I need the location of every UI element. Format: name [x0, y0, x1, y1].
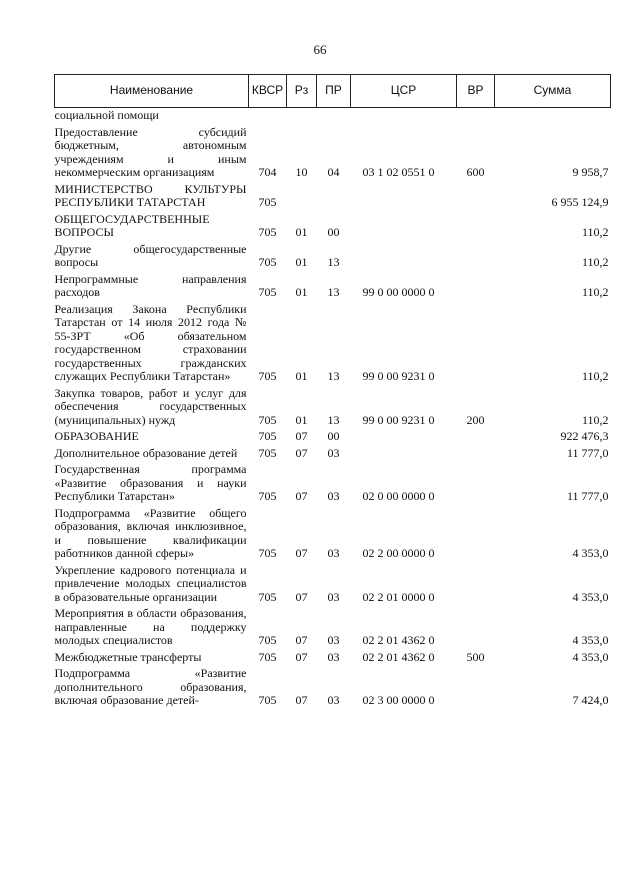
table-row: [55, 664, 611, 708]
cell-sum: 9 958,7: [572, 165, 609, 179]
cell-vr: 600: [466, 165, 485, 179]
cell-pr: 13: [327, 369, 340, 383]
cell-rz: 01: [295, 369, 308, 383]
header-vr: ВР: [457, 75, 495, 108]
cell-csr: 99 0 00 0000 0: [362, 285, 435, 299]
cell-csr: 02 2 01 4362 0: [362, 633, 435, 647]
cell-vr: [457, 664, 495, 708]
cell-vr: 500: [466, 649, 485, 664]
cell-kvsr: 705: [258, 589, 277, 604]
cell-name: Мероприятия в области образования, направленные на поддержку молодых специалистов: [54, 606, 247, 647]
cell-kvsr: 705: [258, 412, 277, 427]
cell-name: Подпрограмма «Развитие дополнительного образования, включая образование детей-: [54, 666, 247, 707]
table-body: [55, 108, 611, 708]
cell-pr: [317, 108, 351, 123]
cell-rz: 07: [295, 489, 308, 503]
cell-name: Подпрограмма «Развитие общего образования, включая инклюзивное, и повышение квалификации работников данной сферы»: [54, 505, 247, 560]
table-row: [55, 648, 611, 665]
cell-csr: [351, 108, 457, 123]
table-row: [55, 108, 611, 123]
cell-sum: 4 353,0: [572, 649, 609, 664]
cell-kvsr: 705: [258, 633, 277, 647]
header-sum: Сумма: [495, 75, 611, 108]
cell-vr: [457, 240, 495, 270]
cell-pr: 00: [327, 225, 340, 239]
cell-vr: [457, 504, 495, 561]
cell-sum: 110,2: [581, 255, 609, 269]
cell-pr: [317, 180, 351, 210]
cell-pr: 13: [327, 285, 340, 299]
cell-csr: [351, 180, 457, 210]
cell-vr: [457, 460, 495, 504]
cell-pr: 03: [327, 489, 340, 503]
cell-kvsr: 705: [258, 285, 277, 299]
table-row: [55, 300, 611, 384]
table-row: [55, 270, 611, 300]
header-rz: Рз: [287, 75, 317, 108]
cell-name: Закупка товаров, работ и услуг для обеспечения государственных (муниципальных) нужд: [54, 385, 247, 427]
cell-vr: [457, 300, 495, 384]
cell-rz: 07: [295, 589, 308, 604]
cell-vr: [457, 270, 495, 300]
cell-csr: 02 3 00 0000 0: [362, 693, 435, 707]
budget-table: [54, 74, 611, 708]
cell-name: Дополнительное образование детей: [54, 445, 238, 460]
cell-vr: [457, 604, 495, 648]
cell-name: Государственная программа «Развитие образования и науки Республики Татарстан»: [54, 462, 247, 503]
cell-pr: 13: [327, 412, 340, 427]
cell-name: ОБРАЗОВАНИЕ: [54, 429, 139, 443]
cell-csr: 02 2 01 4362 0: [362, 649, 435, 664]
cell-pr: 13: [327, 255, 340, 269]
cell-name: Другие общегосударственные вопросы: [54, 241, 247, 269]
cell-kvsr: 705: [258, 546, 277, 560]
cell-sum: 110,2: [581, 225, 609, 239]
table-row: [55, 460, 611, 504]
cell-sum: 110,2: [581, 285, 609, 299]
cell-csr: 99 0 00 9231 0: [362, 412, 435, 427]
cell-name: Укрепление кадрового потенциала и привлечение молодых специалистов в образовательные организации: [54, 562, 247, 604]
cell-pr: 03: [327, 546, 340, 560]
table-row: [55, 504, 611, 561]
cell-kvsr: 705: [258, 255, 277, 269]
cell-sum: 11 777,0: [566, 445, 609, 460]
cell-rz: 01: [295, 285, 308, 299]
cell-pr: 03: [327, 633, 340, 647]
cell-csr: 02 2 00 0000 0: [362, 546, 435, 560]
cell-vr: [457, 427, 495, 444]
cell-name: Реализация Закона Республики Татарстан от 14 июля 2012 года № 55-ЗРТ «Об обязательном государственном страховании государственных гражданских служащих Республики Татарстан»: [54, 301, 247, 383]
cell-vr: [457, 180, 495, 210]
cell-vr: 200: [466, 412, 485, 427]
cell-csr: 03 1 02 0551 0: [362, 165, 435, 179]
cell-rz: 07: [295, 445, 308, 460]
cell-rz: 07: [295, 633, 308, 647]
cell-csr: 99 0 00 9231 0: [362, 369, 435, 383]
cell-vr: [457, 108, 495, 123]
cell-rz: 07: [295, 546, 308, 560]
cell-pr: 03: [327, 693, 340, 707]
table-row: [55, 561, 611, 605]
table-header: [55, 75, 611, 108]
cell-csr: 02 0 00 0000 0: [362, 489, 435, 503]
cell-pr: 03: [327, 445, 340, 460]
cell-name: Предоставление субсидий бюджетным, автономным учреждениям и иным некоммерческим организациям: [54, 124, 247, 179]
cell-csr: 02 2 01 0000 0: [362, 589, 435, 604]
cell-sum: 7 424,0: [572, 693, 609, 707]
cell-csr: [351, 444, 457, 461]
cell-sum: 4 353,0: [572, 633, 609, 647]
cell-pr: 03: [327, 589, 340, 604]
cell-rz: 01: [295, 255, 308, 269]
cell-sum: 4 353,0: [572, 546, 609, 560]
cell-csr: [351, 427, 457, 444]
cell-kvsr: [249, 108, 287, 123]
table-row: [55, 210, 611, 240]
table-row: [55, 384, 611, 428]
table-row: [55, 604, 611, 648]
cell-rz: 01: [295, 412, 308, 427]
cell-kvsr: 704: [258, 165, 277, 179]
cell-sum: 6 955 124,9: [551, 195, 609, 209]
cell-vr: [457, 210, 495, 240]
cell-sum: 11 777,0: [566, 489, 609, 503]
cell-kvsr: 705: [258, 225, 277, 239]
cell-pr: 03: [327, 649, 340, 664]
cell-rz: 07: [295, 693, 308, 707]
cell-rz: 07: [295, 649, 308, 664]
header-kvsr: КВСР: [249, 75, 287, 108]
cell-name: Непрограммные направления расходов: [54, 271, 247, 299]
cell-kvsr: 705: [258, 489, 277, 503]
cell-name: социальной помощи: [54, 108, 159, 122]
cell-sum: 110,2: [581, 412, 609, 427]
cell-sum: 110,2: [581, 369, 609, 383]
cell-pr: 00: [327, 429, 340, 443]
header-name: Наименование: [55, 75, 249, 108]
cell-vr: [457, 561, 495, 605]
cell-kvsr: 705: [258, 693, 277, 707]
table-row: [55, 240, 611, 270]
cell-vr: [457, 444, 495, 461]
cell-kvsr: 705: [258, 369, 277, 383]
page-number: 66: [313, 42, 327, 57]
cell-kvsr: 705: [258, 429, 277, 443]
table-row: [55, 180, 611, 210]
cell-name: МИНИСТЕРСТВО КУЛЬТУРЫ РЕСПУБЛИКИ ТАТАРСТАН: [54, 181, 247, 209]
cell-name: ОБЩЕГОСУДАРСТВЕННЫЕ ВОПРОСЫ: [54, 211, 210, 239]
cell-csr: [351, 210, 457, 240]
cell-rz: 07: [295, 429, 308, 443]
cell-rz: 10: [295, 165, 308, 179]
cell-kvsr: 705: [258, 195, 277, 209]
cell-name: Межбюджетные трансферты: [54, 649, 202, 664]
table-row: [55, 444, 611, 461]
cell-pr: 04: [327, 165, 340, 179]
cell-sum: [495, 108, 611, 123]
table-row: [55, 123, 611, 180]
header-pr: ПР: [317, 75, 351, 108]
cell-rz: 01: [295, 225, 308, 239]
cell-sum: 922 476,3: [560, 429, 609, 443]
cell-kvsr: 705: [258, 445, 277, 460]
header-csr: ЦСР: [351, 75, 457, 108]
cell-csr: [351, 240, 457, 270]
cell-sum: 4 353,0: [572, 589, 609, 604]
cell-rz: [287, 180, 317, 210]
cell-kvsr: 705: [258, 649, 277, 664]
table-row: [55, 427, 611, 444]
cell-rz: [287, 108, 317, 123]
